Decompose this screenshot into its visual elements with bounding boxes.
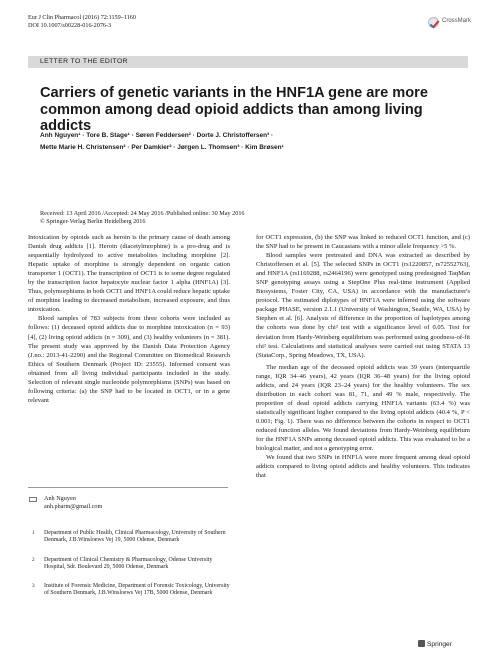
right-column (256, 233, 470, 480)
paragraph: Intoxication by opioids such as heroin is the primary cause of death among Danish drug addicts [1]. Heroin (diacetylmorphine) is a pro-drug and is sequentially hydrolyzed to active metabolites including morphine [2]. Hepatic uptake of morphine is strongly dependent on organic cation transporter 1 (OCT1). The transcription of OCT1 is to some degree regulated by the transcription factor hepatocyte nuclear factor 1 alpha (HNF1A) [3]. Thus, polymorphisms in both OCT1 and HNF1A could reduce hepatic uptake of morphine leading to decreased metabolism, increased exposure, and thus intoxication. (28, 234, 231, 314)
publisher-logo (418, 640, 478, 648)
paragraph: for OCT1 expression, (b) the SNP was linked to reduced OCT1 function, and (c) the SNP had to be present in Caucasians with a minor allele frequency >5 %. (256, 234, 470, 251)
envelope-icon (29, 497, 37, 502)
footnote-divider (28, 487, 228, 488)
springer-horse-icon (418, 640, 425, 647)
doi[interactable]: DOI 10.1007/s00228-016-2076-3 (28, 22, 112, 29)
affiliation-number: 1 (32, 530, 35, 536)
affiliation: Department of Clinical Chemistry & Pharmacology, Odense University Hospital, Sdr. Boulevard 29, 5000 Odense, Denmark (44, 557, 213, 571)
author-list (40, 130, 460, 154)
crossmark-icon (428, 17, 439, 28)
email-link[interactable]: anh.pharm@gmail.com (44, 503, 103, 511)
author-line-2: Mette Marie H. Christensen² · Per Damkier² · Jørgen L. Thomsen³ · Kim Brøsen¹ (40, 144, 284, 151)
received-line: Received: 13 April 2016 /Accepted: 24 May 2016 /Published online: 30 May 2016 (40, 210, 245, 217)
correspondence (44, 495, 224, 511)
paragraph: Blood samples of 783 subjects from three cohorts were included as follows: (1) deceased opioid addicts due to morphine intoxication (n = 93) [4], (2) living opioid addicts (n = 309), and (3) healthy volunteers (n = 381). The present study was approved by the Danish Data Protection Agency (J.no.: 2013-41-2290) and the Regional Committee on Biomedical Research Ethics of Southern Denmark (Project ID: 23555). Informed consent was obtained from all living individual participants included in the study. Selection of relevant single nucleotide polymorphisms (SNPs) was based on following criteria: (a) the SNP had to be located in OCT1, or in a gene relevant (28, 315, 230, 404)
affiliation-number: 3 (32, 583, 35, 589)
affiliation: Institute of Forensic Medicine, Department of Forensic Toxicology, University of Southern Denmark, J.B.Winsloews Vej 17B, 5000 Odense, Denmark (44, 583, 230, 597)
paragraph: The median age of the deceased opioid addicts was 39 years (interquartile range, IQR 34–46 years), 42 years (IQR 36–48 years) for the living opioid addicts, and 24 years (IQR 23–24 years) for the healthy volunteers. The sex distribution in each cohort was 81, 71, and 49 % male, respectively. The proportion of dead opioid addicts carrying HNF1A variants (63.4 %) was statistically significant higher compared to the living opioid addicts (40.4 %, P < 0.001; Fig. 1). There was no difference between the cohorts in respect to OCT1 reduced function alleles. We found deviations from Hardy-Weinberg equilibrium for the HNF1A SNPs among deceased opioid addicts. This was evaluated to be a biological matter, and not a genotyping error. (256, 363, 470, 453)
corresponding-author: Anh Nguyen (44, 495, 76, 502)
journal-citation: Eur J Clin Pharmacol (2016) 72:1159–1160 (28, 14, 136, 21)
affiliation: Department of Public Health, Clinical Pharmacology, University of Southern Denmark, J.B.Winsloews Vej 19, 5000 Odense, Denmark (44, 530, 226, 544)
section-label: LETTER TO THE EDITOR (40, 58, 128, 65)
left-column (28, 233, 230, 405)
copyright-line: © Springer-Verlag Berlin Heidelberg 2016 (40, 217, 146, 225)
crossmark-label: CrossMark (442, 18, 472, 24)
affiliation-number: 2 (32, 557, 35, 563)
paragraph: We found that two SNPs in HNF1A were more frequent among dead opioid addicts compared to living opioid addicts and healthy volunteers. This indicates that (256, 454, 470, 480)
journal-header (28, 14, 136, 30)
publisher-name: Springer (427, 641, 452, 648)
crossmark-badge[interactable] (428, 16, 478, 30)
publication-dates (40, 210, 460, 225)
article-title: Carriers of genetic variants in the HNF1A gene are more common among dead opioid addicts than among living addicts (40, 85, 428, 134)
author-line-1: Anh Nguyen¹ · Tore B. Stage¹ · Søren Feddersen² · Dorte J. Christoffersen³ · (40, 132, 274, 139)
paragraph: Blood samples were pretreated and DNA was extracted as described by Christoffersen et al. [5]. The selected SNPs in OCT1 (rs1220857, rs72552763), and HNF1A (rs1169288, rs2464196) were genotyped using predesigned TaqMan SNP genotyping assays using a StepOne Plus real-time instrument (Applied Biosystems, Foster City, CA, USA) in accordance with the manufacturer's protocol. The estimated diplotypes of HNF1A were inferred using the software package PHASE, version 2.1.1 (University of Washington, Seattle, WA, USA) by Stephen et al. [6]. Analysis of difference in the proportion of haplotypes among the cohorts was done by chi² test with a significance level of 0.05. Test for deviation from Hardy-Weinberg equilibrium was performed using goodness-of-fit chi² test. Calculations and statistical analyses were carried out using STATA 13 (StataCorp., Spring Meadows, TX, USA). (256, 252, 470, 359)
